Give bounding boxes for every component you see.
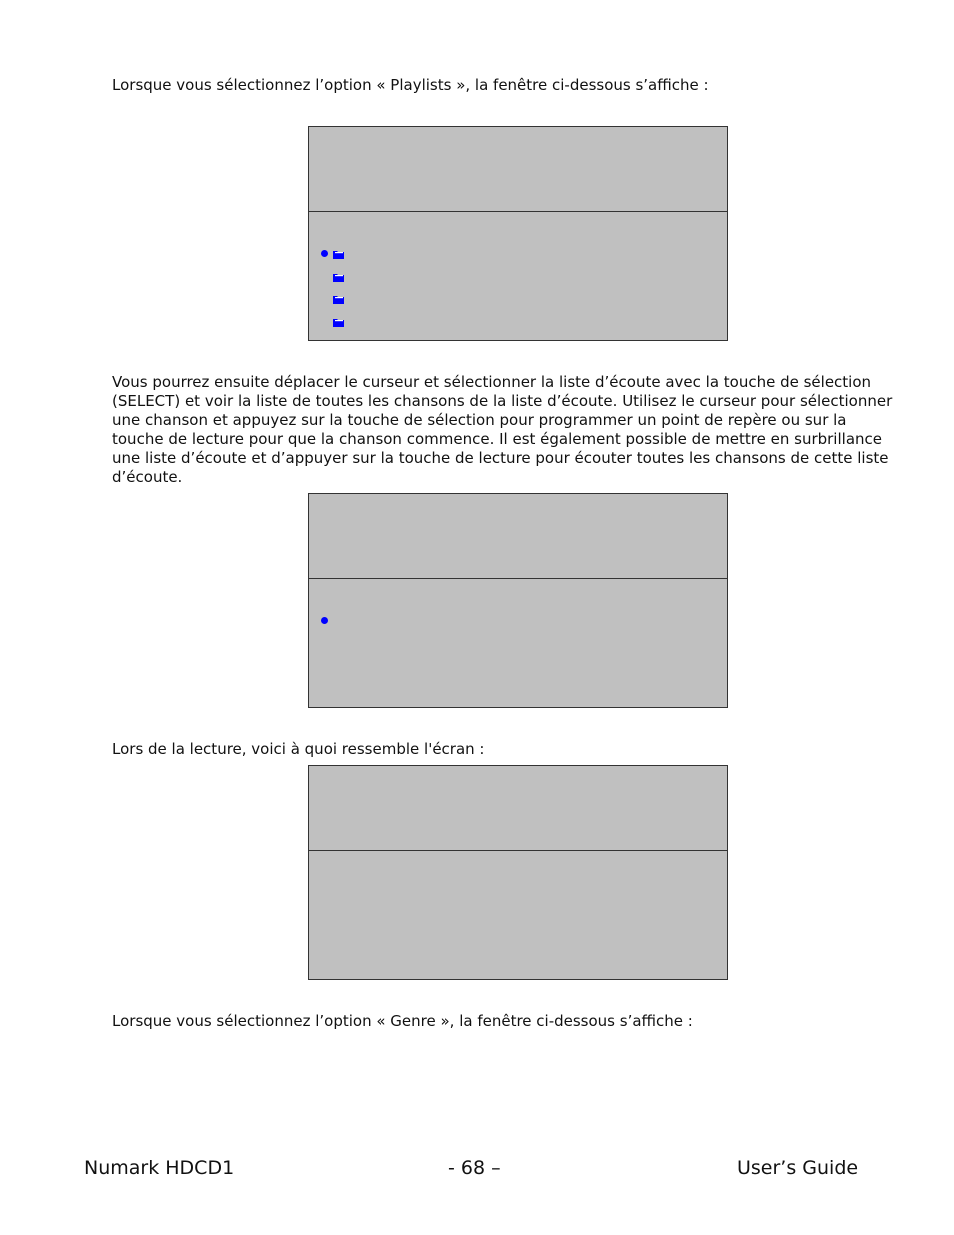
- cursor-instructions-paragraph: Vous pourrez ensuite déplacer le curseur et sélectionner la liste d’écoute avec la touche de sélection (SELECT) et voir la liste de toutes les chansons de la liste d’écoute. Utilisez le curseur pour sélectionner une chanson et appuyez sur la touche de sélection pour programmer un point de repère ou sur la touche de lecture pour que la chanson commence. Il est également possible de mettre en surbrillance une liste d’écoute et d’appuyer sur la touche de lecture pour écouter toutes les chansons de cette liste d’écoute.: [112, 373, 893, 486]
- screen-header-area: [309, 494, 727, 579]
- folder-icon: [333, 318, 344, 327]
- footer-page-number: - 68 –: [448, 1157, 501, 1179]
- playback-screen: [308, 765, 728, 980]
- folder-icon: [333, 273, 344, 282]
- intro-genre-text: Lorsque vous sélectionnez l’option « Genre », la fenêtre ci-dessous s’affiche :: [112, 1012, 693, 1030]
- footer-guide-title: User’s Guide: [737, 1157, 859, 1179]
- screen-header-area: [309, 766, 727, 851]
- folder-icon: [333, 250, 344, 259]
- footer-product-name: Numark HDCD1: [84, 1157, 235, 1179]
- cursor-bullet-icon: [321, 617, 328, 624]
- intro-playlists-text: Lorsque vous sélectionnez l’option « Playlists », la fenêtre ci-dessous s’affiche :: [112, 76, 709, 94]
- screen-header-area: [309, 127, 727, 212]
- playback-intro-text: Lors de la lecture, voici à quoi ressemble l'écran :: [112, 740, 485, 758]
- playlists-screen: [308, 126, 728, 341]
- playlist-songs-screen: [308, 493, 728, 708]
- cursor-bullet-icon: [321, 250, 328, 257]
- folder-icon: [333, 295, 344, 304]
